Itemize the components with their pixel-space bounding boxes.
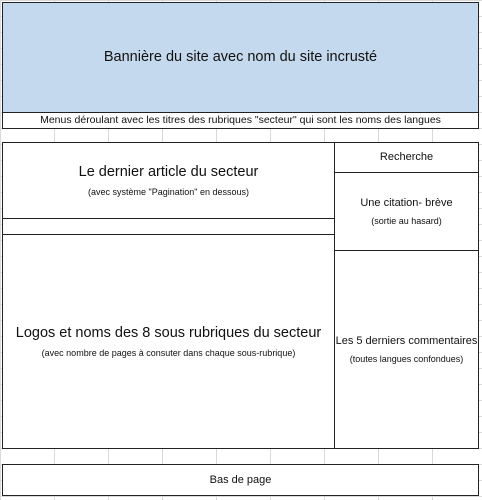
banner-label: Bannière du site avec nom du site incrusté [103,49,378,66]
pagination-row [2,218,335,235]
quote-label: Une citation- brève [360,197,453,210]
latest-article-label: Le dernier article du secteur [78,164,259,181]
footer-label: Bas de page [209,473,272,486]
footer-block [2,464,479,496]
comments-note: (toutes langues confondues) [349,353,464,364]
search-label: Recherche [379,151,434,164]
subsections-label: Logos et noms des 8 sous rubriques du secteur [15,325,322,342]
search-block [334,142,479,173]
banner-block [2,2,479,113]
comments-block [334,250,479,449]
menus-label: Menus déroulant avec les titres des rubriques "secteur" qui sont les noms des langues [40,113,441,126]
quote-note: (sortie au hasard) [371,215,442,226]
comments-label: Les 5 derniers commentaires [335,335,478,348]
latest-article-note: (avec système "Pagination" en dessous) [88,187,249,198]
subsections-note: (avec nombre de pages à consuter dans chaque sous-rubrique) [41,348,296,359]
latest-article-block [2,142,335,219]
subsections-block [2,234,335,449]
menus-block [2,112,479,129]
quote-block [334,172,479,251]
